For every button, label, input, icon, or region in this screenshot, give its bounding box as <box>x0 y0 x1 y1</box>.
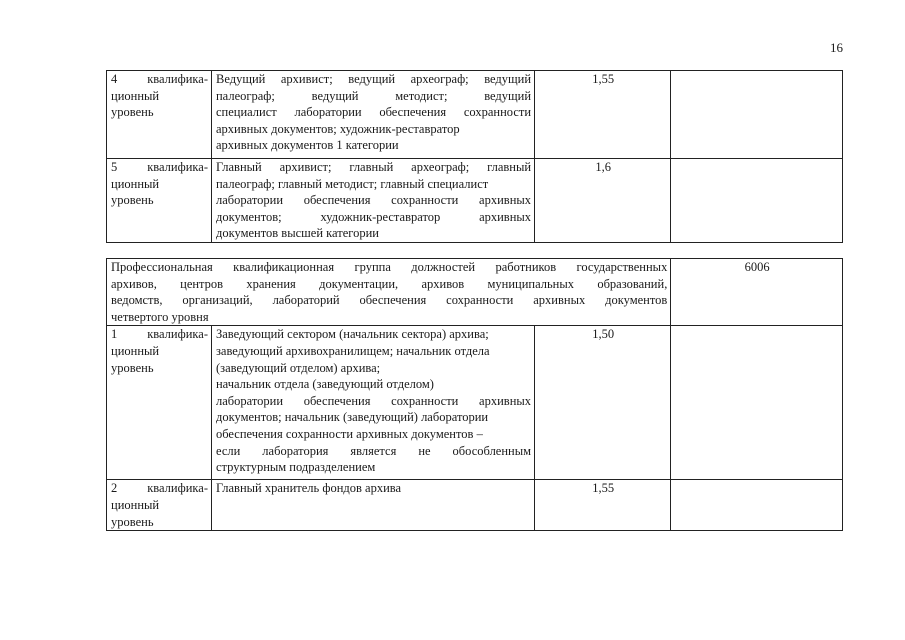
level-line: уровень <box>111 105 154 120</box>
position-line: документов; начальник (заведующий) лаборатории <box>215 410 489 425</box>
qualification-table-top <box>106 70 843 243</box>
qualification-level-cell <box>107 71 212 159</box>
level-line: ционный <box>111 343 160 358</box>
position-line: документов; художник-реставратор архивных <box>215 209 532 224</box>
positions-cell <box>211 326 534 480</box>
coefficient-cell: 1,55 <box>535 480 671 531</box>
position-line: специалист лаборатории обеспечения сохранности <box>215 105 532 120</box>
group-code-cell: 6006 <box>671 259 843 326</box>
level-line: уровень <box>111 360 154 375</box>
coefficient-cell: 1,50 <box>535 326 671 480</box>
coefficient-cell: 1,6 <box>535 159 671 243</box>
position-line: лаборатории обеспечения сохранности архивных <box>215 393 532 408</box>
position-line: Главный архивист; главный археограф; главный <box>215 160 532 174</box>
qualification-level-cell <box>107 326 212 480</box>
position-line: заведующий архивохранилищем; начальник отдела <box>215 343 490 358</box>
position-line: Ведущий архивист; ведущий археограф; ведущий <box>215 72 532 86</box>
position-line: палеограф; ведущий методист; ведущий <box>215 88 532 103</box>
positions-cell <box>211 71 534 159</box>
position-line: палеограф; главный методист; главный специалист <box>215 176 489 191</box>
level-line: ционный <box>111 497 160 512</box>
position-line: начальник отдела (заведующий отделом) <box>215 377 434 392</box>
group-title-line: ведомств, организаций, лабораторий обеспечения сохранности архивных документов <box>111 293 668 308</box>
position-line: (заведующий отделом) архива; <box>215 360 381 375</box>
position-line: Главный хранитель фондов архива <box>215 481 402 496</box>
position-line: архивных документов; художник-реставратор <box>215 121 460 136</box>
position-line: документов высшей категории <box>215 226 379 241</box>
qualification-level-cell <box>107 159 212 243</box>
position-line: Заведующий сектором (начальник сектора) архива; <box>215 327 489 342</box>
level-line: 2 квалифика- <box>111 481 208 496</box>
coefficient-cell: 1,55 <box>535 71 671 159</box>
level-line: ционный <box>111 88 160 103</box>
salary-cell <box>671 71 843 159</box>
group-title-cell <box>107 259 671 326</box>
group-header-row <box>107 259 843 326</box>
position-line: лаборатории обеспечения сохранности архивных <box>215 193 532 208</box>
level-line: уровень <box>111 514 154 529</box>
page-number: 16 <box>830 40 843 55</box>
qualification-table-bottom <box>106 258 843 531</box>
group-title-line: Профессиональная квалификационная группа должностей работников государственных <box>111 260 668 274</box>
table-row <box>107 326 843 480</box>
salary-cell <box>671 480 843 531</box>
position-line: обеспечения сохранности архивных документов – <box>215 426 483 441</box>
level-line: 1 квалифика- <box>111 327 208 342</box>
group-title-line: четвертого уровня <box>111 309 209 324</box>
table-row <box>107 71 843 159</box>
level-line: 5 квалифика- <box>111 160 208 174</box>
position-line: структурным подразделением <box>215 460 376 475</box>
positions-cell <box>211 480 534 531</box>
table-row <box>107 480 843 531</box>
group-title-line: архивов, центров хранения документации, архивов муниципальных образований, <box>111 276 668 291</box>
level-line: уровень <box>111 193 154 208</box>
positions-cell <box>211 159 534 243</box>
position-line: архивных документов 1 категории <box>215 138 399 153</box>
table-row <box>107 159 843 243</box>
level-line: 4 квалифика- <box>111 72 208 86</box>
position-line: если лаборатория является не обособленным <box>215 443 532 458</box>
qualification-level-cell <box>107 480 212 531</box>
salary-cell <box>671 326 843 480</box>
level-line: ционный <box>111 176 160 191</box>
salary-cell <box>671 159 843 243</box>
